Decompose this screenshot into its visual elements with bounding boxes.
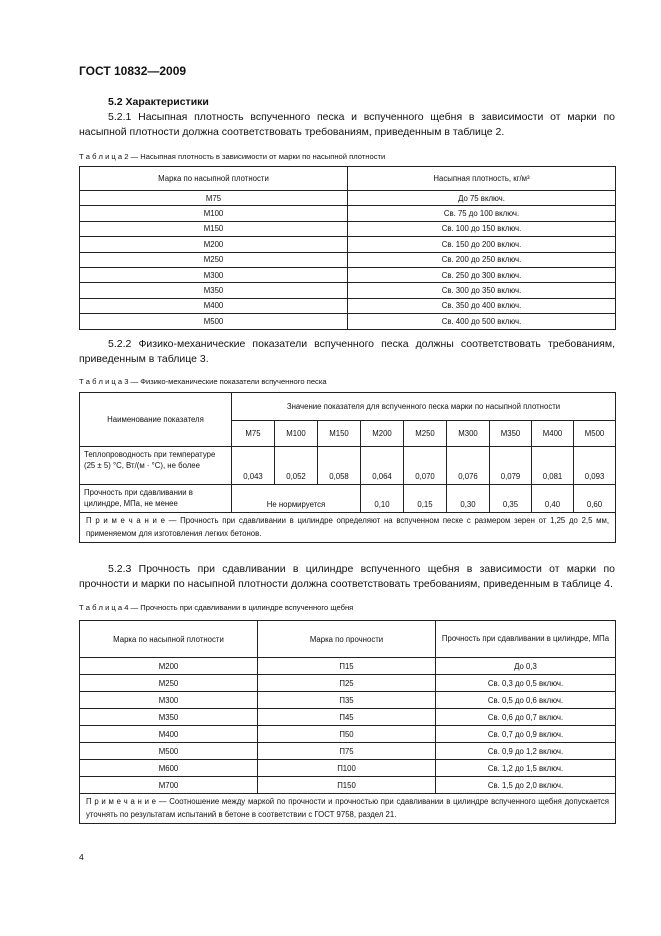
table-4-header-row xyxy=(80,621,616,658)
table-4-cell-strength: До 0,3 xyxy=(436,658,616,675)
table-4-cell-density-mark: М200 xyxy=(80,658,258,675)
table-4-head-density-mark: Марка по насыпной плотности xyxy=(80,621,258,658)
table-2-cell-mark: М150 xyxy=(80,221,348,236)
table-4-cell-strength-mark: П45 xyxy=(258,709,436,726)
table-4-cell-strength-mark: П35 xyxy=(258,692,436,709)
table-2-cell-mark: М75 xyxy=(80,191,348,206)
paragraph-5-2-1 xyxy=(79,110,615,139)
table-3-strength-value: 0,10 xyxy=(361,485,404,513)
table-3-conductivity-value: 0,081 xyxy=(532,447,574,485)
paragraph-5-2-3-text: 5.2.3 Прочность при сдавливании в цилиндре вспученного щебня в зависимости от марки по прочности и марки по насыпной плотности должна соответствовать требованиям, приведенным в таблице 4. xyxy=(79,563,615,590)
table-2-cell-mark: М350 xyxy=(80,283,348,298)
table-3-mark-header: М300 xyxy=(447,421,490,447)
table-4-head-strength: Прочность при сдавливании в цилиндре, МПа xyxy=(436,621,616,658)
table-4-cell-density-mark: М250 xyxy=(80,675,258,692)
table-3-conductivity-value: 0,070 xyxy=(404,447,447,485)
table-3-strength-value: 0,35 xyxy=(490,485,532,513)
table-row xyxy=(80,221,616,236)
table-4-cell-strength: Св. 0,9 до 1,2 включ. xyxy=(436,743,616,760)
table-2-cell-density: Св. 350 до 400 включ. xyxy=(348,298,616,313)
table-3-head-group: Значение показателя для вспученного песка марки по насыпной плотности xyxy=(232,393,616,421)
table-4-cell-strength-mark: П150 xyxy=(258,777,436,794)
paragraph-5-2-2 xyxy=(79,337,615,366)
table-2-cell-density: До 75 включ. xyxy=(348,191,616,206)
table-2-cell-mark: М400 xyxy=(80,298,348,313)
table-row xyxy=(80,726,616,743)
table-2-header-row xyxy=(80,167,616,191)
table-row xyxy=(80,298,616,313)
table-row xyxy=(80,777,616,794)
table-4-cell-strength-mark: П50 xyxy=(258,726,436,743)
table-row xyxy=(80,692,616,709)
table-4-cell-strength: Св. 1,2 до 1,5 включ. xyxy=(436,760,616,777)
table-4-cell-strength: Св. 1,5 до 2,0 включ. xyxy=(436,777,616,794)
table-row xyxy=(80,206,616,221)
table-2-cell-density: Св. 400 до 500 включ. xyxy=(348,314,616,329)
table-3-strength-value: 0,30 xyxy=(447,485,490,513)
table-4-cell-strength-mark: П15 xyxy=(258,658,436,675)
table-4-cell-density-mark: М300 xyxy=(80,692,258,709)
table-3-mark-header: М150 xyxy=(318,421,361,447)
table-4-cell-strength-mark: П100 xyxy=(258,760,436,777)
table-3-note: П р и м е ч а н и е — Прочность при сдавливании в цилиндре определяют на вспученном песке с размером зерен от 1,25 до 2,5 мм, применяемом для изготовления легких бетонов. xyxy=(80,513,616,543)
document-header: ГОСТ 10832—2009 xyxy=(79,64,187,78)
table-3-conductivity-value: 0,043 xyxy=(232,447,275,485)
table-row xyxy=(80,709,616,726)
table-2-cell-density: Св. 300 до 350 включ. xyxy=(348,283,616,298)
section-title: 5.2 Характеристики xyxy=(108,96,209,108)
page-number: 4 xyxy=(79,852,84,862)
table-4-cell-strength: Св. 0,6 до 0,7 включ. xyxy=(436,709,616,726)
table-2-head-mark: Марка по насыпной плотности xyxy=(80,167,348,191)
table-3-head-name: Наименование показателя xyxy=(80,393,232,447)
table-3 xyxy=(79,392,616,543)
table-2-head-density: Насыпная плотность, кг/м³ xyxy=(348,167,616,191)
table-4-cell-strength: Св. 0,7 до 0,9 включ. xyxy=(436,726,616,743)
table-3-strength-value: 0,40 xyxy=(532,485,574,513)
table-2-cell-mark: М300 xyxy=(80,267,348,282)
table-2-cell-density: Св. 150 до 200 включ. xyxy=(348,237,616,252)
table-3-mark-header: М250 xyxy=(404,421,447,447)
table-3-conductivity-value: 0,052 xyxy=(275,447,318,485)
table-2-cell-mark: М200 xyxy=(80,237,348,252)
table-3-conductivity-value: 0,058 xyxy=(318,447,361,485)
table-2-cell-density: Св. 75 до 100 включ. xyxy=(348,206,616,221)
table-2-cell-density: Св. 100 до 150 включ. xyxy=(348,221,616,236)
table-3-conductivity-value: 0,064 xyxy=(361,447,404,485)
table-row xyxy=(80,283,616,298)
table-4-head-strength-mark: Марка по прочности xyxy=(258,621,436,658)
table-row xyxy=(80,314,616,329)
table-3-row2-name: Прочность при сдавливании в цилиндре, МПа, не менее xyxy=(80,485,232,513)
table-3-conductivity-value: 0,076 xyxy=(447,447,490,485)
table-3-row2-merged: Не нормируется xyxy=(232,485,361,513)
table-4-cell-strength-mark: П75 xyxy=(258,743,436,760)
table-3-conductivity-value: 0,079 xyxy=(490,447,532,485)
paragraph-5-2-3 xyxy=(79,562,615,591)
table-2-cell-density: Св. 200 до 250 включ. xyxy=(348,252,616,267)
table-row xyxy=(80,658,616,675)
table-3-mark-header: М75 xyxy=(232,421,275,447)
table-4-cell-density-mark: М600 xyxy=(80,760,258,777)
table-4-cell-density-mark: М700 xyxy=(80,777,258,794)
table-4-cell-strength: Св. 0,3 до 0,5 включ. xyxy=(436,675,616,692)
table-3-strength-value: 0,15 xyxy=(404,485,447,513)
table-3-mark-header: М100 xyxy=(275,421,318,447)
table-3-mark-header: М400 xyxy=(532,421,574,447)
table-4-caption: Т а б л и ц а 4 — Прочность при сдавливании в цилиндре вспученного щебня xyxy=(79,603,354,612)
table-4-cell-strength: Св. 0,5 до 0,6 включ. xyxy=(436,692,616,709)
table-3-mark-header: М500 xyxy=(574,421,616,447)
table-4-cell-density-mark: М350 xyxy=(80,709,258,726)
table-4-cell-strength-mark: П25 xyxy=(258,675,436,692)
table-2-caption: Т а б л и ц а 2 — Насыпная плотность в зависимости от марки по насыпной плотности xyxy=(79,152,386,161)
table-4-cell-density-mark: М500 xyxy=(80,743,258,760)
table-3-mark-header: М200 xyxy=(361,421,404,447)
paragraph-5-2-2-text: 5.2.2 Физико-механические показатели вспученного песка должны соответствовать требованиям, приведенным в таблице 3. xyxy=(79,338,615,365)
table-row xyxy=(80,267,616,282)
table-3-row1-name: Теплопроводность при температуре (25 ± 5) °С, Вт/(м · °С), не более xyxy=(80,447,232,485)
table-row xyxy=(80,252,616,267)
table-4-note: П р и м е ч а н и е — Соотношение между маркой по прочности и прочностью при сдавливании в цилиндре вспученного щебня допускается уточнять по результатам испытаний в бетоне в соответствии с ГОСТ 9758, раздел 21. xyxy=(80,794,616,824)
table-3-caption: Т а б л и ц а 3 — Физико-механические показатели вспученного песка xyxy=(79,377,327,386)
table-3-strength-value: 0,60 xyxy=(574,485,616,513)
table-2-cell-mark: М500 xyxy=(80,314,348,329)
paragraph-5-2-1-text: 5.2.1 Насыпная плотность вспученного песка и вспученного щебня в зависимости от марки по насыпной плотности должна соответствовать требованиям, приведенным в таблице 2. xyxy=(79,111,615,138)
table-row xyxy=(80,675,616,692)
table-3-conductivity-value: 0,093 xyxy=(574,447,616,485)
table-2 xyxy=(79,166,616,330)
table-row xyxy=(80,191,616,206)
table-3-row-strength xyxy=(80,485,616,513)
table-row xyxy=(80,743,616,760)
table-2-cell-mark: М250 xyxy=(80,252,348,267)
table-row xyxy=(80,760,616,777)
table-4-cell-density-mark: М400 xyxy=(80,726,258,743)
table-3-row-conductivity xyxy=(80,447,616,485)
table-2-cell-mark: М100 xyxy=(80,206,348,221)
table-3-mark-header: М350 xyxy=(490,421,532,447)
table-row xyxy=(80,237,616,252)
table-2-cell-density: Св. 250 до 300 включ. xyxy=(348,267,616,282)
table-4 xyxy=(79,620,616,824)
